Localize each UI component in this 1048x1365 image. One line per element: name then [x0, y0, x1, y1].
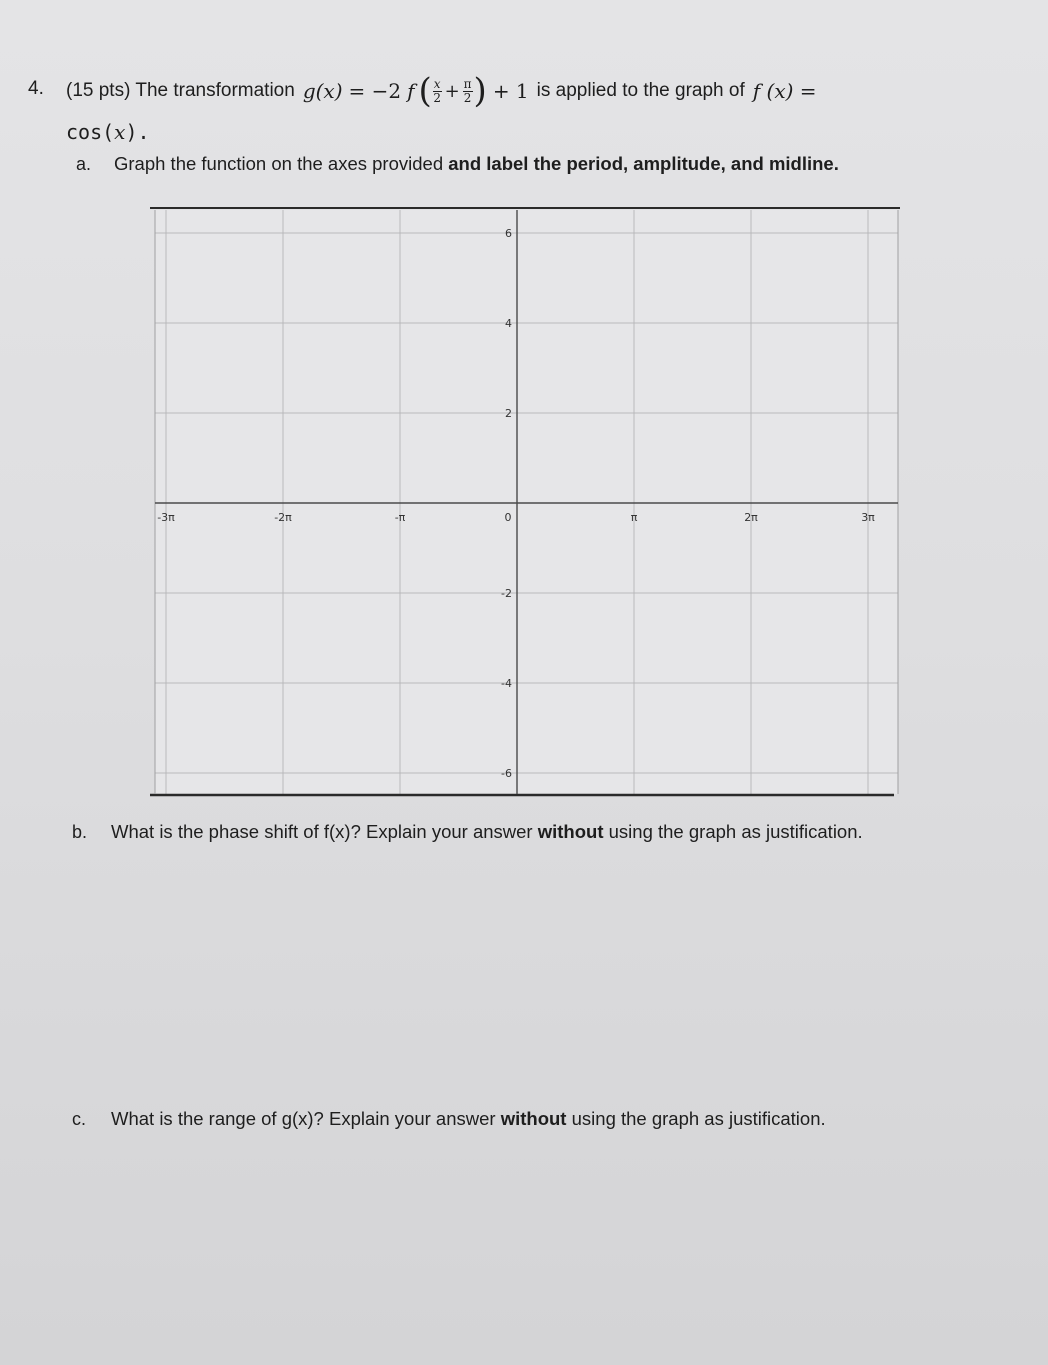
plot-area	[155, 210, 898, 794]
y-tick-label: 4	[505, 317, 512, 330]
x-tick-label: -π	[394, 511, 406, 524]
grid-lines	[155, 210, 898, 794]
x-tick-label: 2π	[744, 511, 758, 524]
x-tick-label: -3π	[157, 511, 175, 524]
y-tick-label: -6	[501, 767, 512, 780]
fraction-numerator: π	[463, 76, 472, 91]
left-paren: (	[418, 71, 432, 111]
applied-text: is applied to the graph of	[536, 80, 745, 101]
question-intro: (15 pts) The transformation	[66, 80, 295, 101]
x-tick-label: 3π	[861, 511, 875, 524]
y-tick-label: -2	[501, 587, 512, 600]
part-b-label: b.	[72, 822, 88, 842]
part-c-text-2: using the graph as justification.	[571, 1108, 826, 1129]
part-b-text-1: What is the phase shift of f(x)? Explain your answer	[111, 821, 533, 842]
cos-open: cos(	[66, 120, 115, 144]
f-of-x-equals: f (x) =	[752, 79, 817, 103]
part-c-prompt	[111, 1108, 826, 1130]
part-a-text: Graph the function on the axes provided	[114, 153, 444, 174]
right-paren: )	[473, 71, 487, 111]
cos-argument: x	[114, 120, 126, 144]
question-number: 4.	[28, 78, 44, 99]
part-a-label: a.	[76, 154, 92, 174]
cos-close: ).	[125, 120, 150, 144]
y-tick-label: 6	[505, 227, 512, 240]
plus-one: + 1	[492, 79, 529, 103]
g-of-x: g(x)	[302, 79, 343, 103]
part-b-text-2: using the graph as justification.	[608, 821, 863, 842]
part-a-bold-text: and label the period, amplitude, and midline.	[448, 153, 839, 174]
fraction-denominator: 2	[463, 90, 472, 105]
part-c-bold-text: without	[500, 1108, 567, 1129]
plus-sign: +	[444, 80, 460, 102]
y-tick-label: -4	[501, 677, 512, 690]
x-tick-label: 0	[504, 511, 512, 524]
part-b-prompt	[111, 821, 863, 843]
equals-neg-two: = −2	[348, 79, 402, 103]
x-tick-label: -2π	[274, 511, 292, 524]
part-c-text-1: What is the range of g(x)? Explain your answer	[111, 1108, 496, 1129]
part-b-bold-text: without	[537, 821, 604, 842]
y-tick-label: 2	[505, 407, 512, 420]
x-tick-label: π	[630, 511, 638, 524]
fraction-numerator: x	[433, 76, 441, 91]
part-c-label: c.	[72, 1109, 87, 1129]
f-symbol: f	[407, 79, 415, 103]
fraction-denominator: 2	[433, 90, 441, 105]
